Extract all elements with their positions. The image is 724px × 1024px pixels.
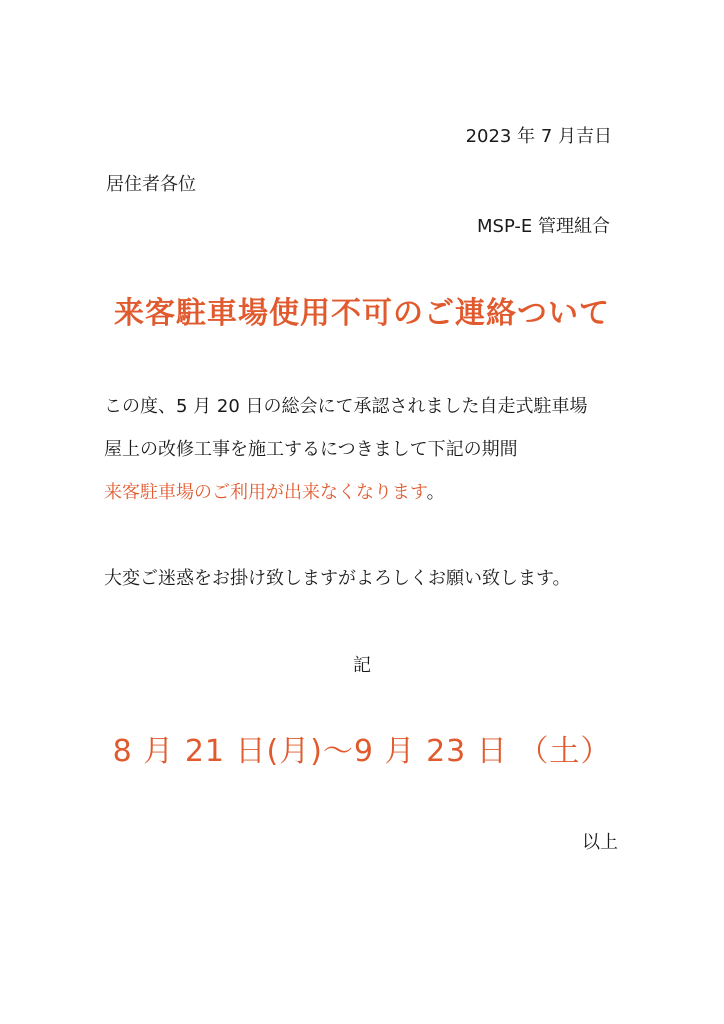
addressee: 居住者各位 — [106, 174, 196, 195]
body-line-3-highlight: 来客駐車場のご利用が出来なくなります — [104, 482, 427, 503]
body-line-1: この度、5 月 20 日の総会にて承認されました自走式駐車場 — [104, 396, 588, 417]
notice-title: 来客駐車場使用不可のご連絡ついて — [114, 296, 610, 331]
issue-date: 2023 年 7 月吉日 — [465, 126, 612, 147]
body-line-4: 大変ご迷惑をお掛け致しますがよろしくお願い致します。 — [104, 568, 571, 589]
body-line-2: 屋上の改修工事を施工するにつきまして下記の期間 — [104, 439, 518, 460]
ki-heading: 記 — [353, 655, 371, 676]
closing-remark: 以上 — [582, 832, 618, 853]
body-line-3-end: 。 — [426, 482, 445, 503]
sender: MSP-E 管理組合 — [476, 216, 610, 237]
body-line-3 — [104, 482, 445, 504]
closure-period: 8 月 21 日(月)～9 月 23 日 （土） — [112, 734, 612, 769]
